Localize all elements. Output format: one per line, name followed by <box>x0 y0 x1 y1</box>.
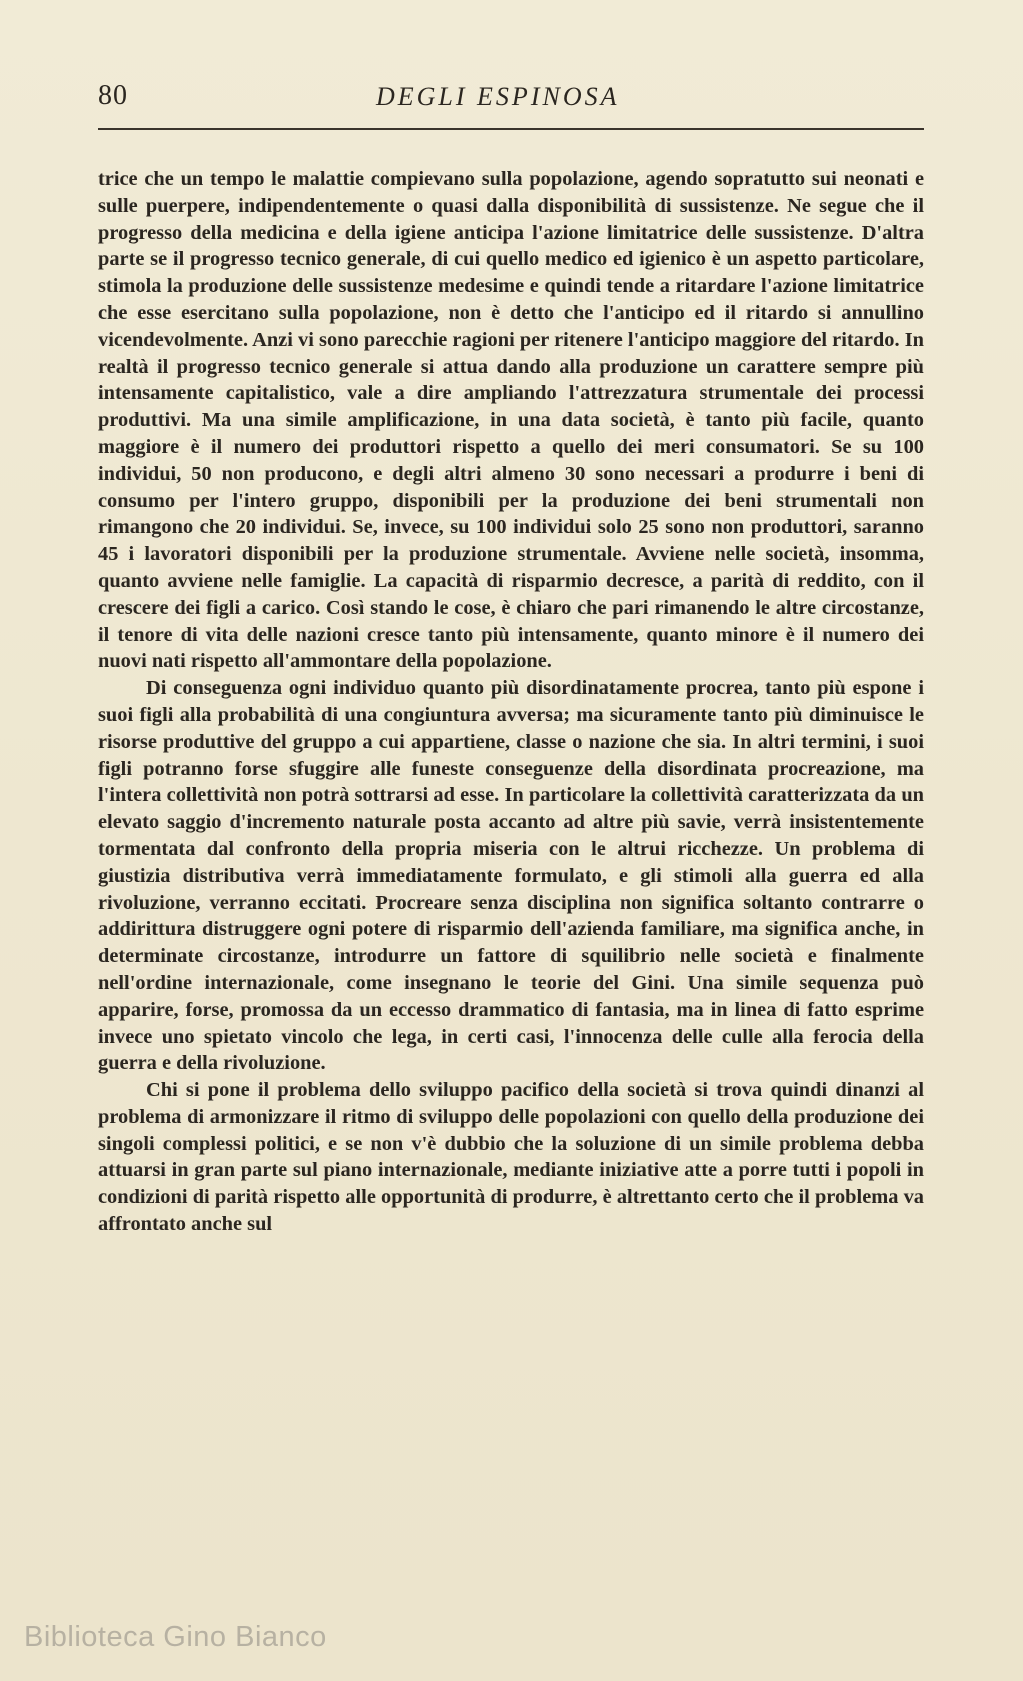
header-rule <box>98 128 924 130</box>
paragraph-1: trice che un tempo le malattie compievano sulla popolazione, agendo sopratutto sui neonati e sulle puerpere, indipendentemente o quasi dalla disponibilità di sussistenze. Ne segue che il progresso della medicina e della igiene anticipa l'azione limitatrice delle sussistenze. D'altra parte se il progresso tecnico generale, di cui quello medico ed igienico è un aspetto particolare, stimola la produzione delle sussistenze medesime e quindi tende a ritardare l'azione limitatrice che esse esercitano sulla popolazione, non è detto che l'anticipo ed il ritardo si annullino vicendevolmente. Anzi vi sono parecchie ragioni per ritenere l'anticipo maggiore del ritardo. In realtà il progresso tecnico generale si attua dando alla produzione un carattere sempre più intensamente capitalistico, vale a dire ampliando l'attrezzatura strumentale dei processi produttivi. Ma una simile amplificazione, in una data società, è tanto più facile, quanto maggiore è il numero dei produttori rispetto a quello dei meri consumatori. Se su 100 individui, 50 non producono, e degli altri almeno 30 sono necessari a produrre i beni di consumo per l'intero gruppo, disponibili per la produzione dei beni strumentali non rimangono che 20 individui. Se, invece, su 100 individui solo 25 sono non produttori, saranno 45 i lavoratori disponibili per la produzione strumentale. Avviene nelle società, insomma, quanto avviene nelle famiglie. La capacità di risparmio decresce, a parità di reddito, con il crescere dei figli a carico. Così stando le cose, è chiaro che pari rimanendo le altre circostanze, il tenore di vita delle nazioni cresce tanto più intensamente, quanto minore è il numero dei nuovi nati rispetto all'ammontare della popolazione. <box>98 168 924 673</box>
library-watermark: Biblioteca Gino Bianco <box>24 1621 327 1653</box>
page-header <box>98 80 924 120</box>
body-text <box>98 166 924 1238</box>
running-title: DEGLI ESPINOSA <box>376 82 620 111</box>
page-number: 80 <box>98 80 128 111</box>
paragraph-3: Chi si pone il problema dello sviluppo pacifico della società si trova quindi dinanzi al problema di armonizzare il ritmo di sviluppo delle popolazioni con quello della produzione dei singoli complessi politici, e se non v'è dubbio che la soluzione di un simile problema debba attuarsi in gran parte sul piano internazionale, mediante iniziative atte a porre tutti i popoli in condizioni di parità rispetto alle opportunità di produrre, è altrettanto certo che il problema va affrontato anche sul <box>98 1079 924 1236</box>
paragraph-2: Di conseguenza ogni individuo quanto più disordinatamente procrea, tanto più espone i suoi figli alla probabilità di una congiuntura avversa; ma sicuramente tanto più diminuisce le risorse produttive del gruppo a cui appartiene, classe o nazione che sia. In altri termini, i suoi figli potranno forse sfuggire alle funeste conseguenze della disordinata procreazione, ma l'intera collettività non potrà sottrarsi ad esse. In particolare la collettività caratterizzata da un elevato saggio d'incremento naturale posta accanto ad altre più savie, verrà insistentemente tormentata dal confronto della propria miseria con le altrui ricchezze. Un problema di giustizia distributiva verrà immediatamente formulato, e gli stimoli alla guerra ed alla rivoluzione, verranno eccitati. Procreare senza disciplina non significa soltanto contrarre o addirittura distruggere ogni potere di risparmio dell'azienda familiare, ma significa anche, in determinate circostanze, introdurre un fattore di squilibrio nelle società e finalmente nell'ordine internazionale, come insegnano le teorie del Gini. Una simile sequenza può apparire, forse, promossa da un eccesso drammatico di fantasia, ma in linea di fatto esprime invece uno spietato vincolo che lega, in certi casi, l'innocenza delle culle alla ferocia della guerra e della rivoluzione. <box>98 677 924 1075</box>
